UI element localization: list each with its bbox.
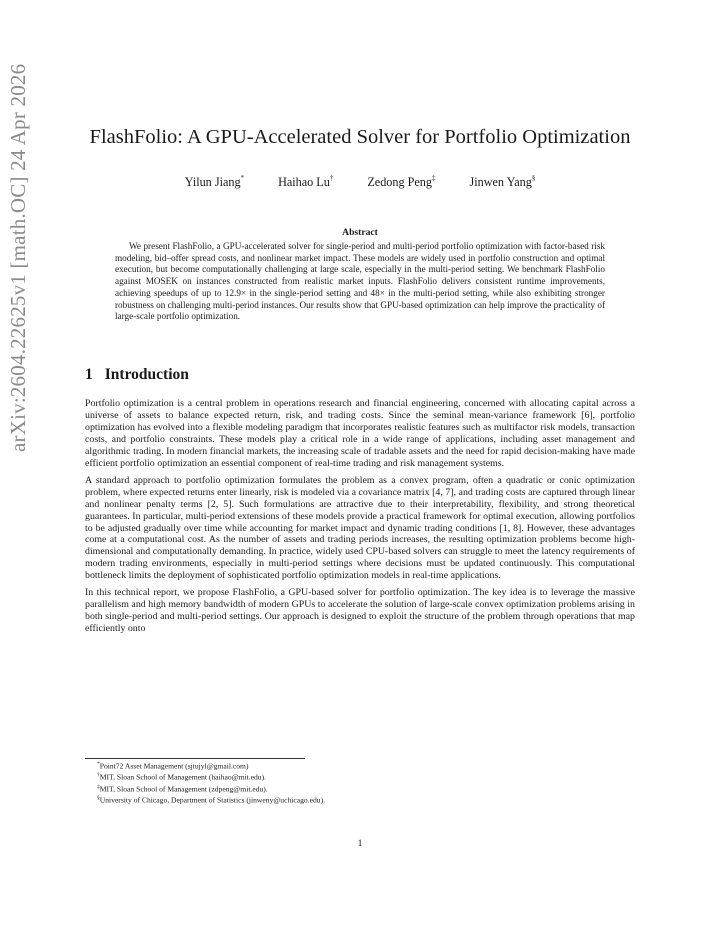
- section-body: [85, 398, 635, 640]
- abstract-heading: Abstract: [342, 227, 378, 238]
- section-heading: [85, 366, 189, 384]
- author-name: Yilun Jiang: [184, 175, 241, 190]
- author-name: Haihao Lu: [278, 175, 330, 190]
- footnotes: [97, 760, 325, 805]
- author-name: Zedong Peng: [367, 175, 432, 190]
- author: [470, 175, 536, 190]
- footnote-text: MIT, Sloan School of Management (zdpeng@mit.edu).: [99, 784, 268, 794]
- body-paragraph: A standard approach to portfolio optimization formulates the problem as a convex program, often a quadratic or conic optimization problem, where expected returns enter linearly, risk is modeled via a covariance matrix [4, 7], and trading costs are captured through linear and nonlinear penalty terms [2, 5]. Such formulations are attractive due to their interpretability, flexibility, and strong theoretical guarantees. In particular, multi-period extensions of these models provide a practical framework for optimal execution, allowing portfolios to be adjusted gradually over time while accounting for market impact and dynamic trading conditions [1, 8]. However, these advantages come at a computational cost. As the number of assets and trading periods increases, the resulting optimization problems become high-dimensional and computationally demanding. In practice, widely used CPU-based solvers can struggle to meet the latency requirements of modern trading environments, especially in multi-period settings where decisions must be updated continuously. This computational bottleneck limits the deployment of sophisticated portfolio optimization models in real-time applications.: [85, 474, 635, 582]
- section-title: Introduction: [104, 366, 189, 383]
- author: [185, 175, 244, 190]
- footnote-text: MIT, Sloan School of Management (haihao@mit.edu).: [99, 772, 267, 782]
- footnote-text: University of Chicago, Department of Statistics (jinweny@uchicago.edu).: [99, 795, 326, 805]
- footnote-text: Point72 Asset Management (sjtujyl@gmail.com): [99, 761, 249, 771]
- body-paragraph: In this technical report, we propose FlashFolio, a GPU-based solver for portfolio optimization. The key idea is to leverage the massive parallelism and high memory bandwidth of modern GPUs to accelerate the solution of large-scale convex optimization problems arising in both single-period and multi-period settings. Our approach is designed to exploit the structure of the problem through operations that map efficiently onto: [85, 587, 635, 635]
- author-mark: §: [531, 174, 536, 182]
- footnote-divider: [85, 758, 305, 759]
- author-mark: †: [329, 174, 334, 182]
- footnote-mark: *: [97, 761, 100, 767]
- page-number: 1: [357, 838, 363, 849]
- abstract-text: We present FlashFolio, a GPU-accelerated solver for single-period and multi-period portfolio optimization with factor-based risk modeling, bid–offer spread costs, and nonlinear market impact. These models are widely used in portfolio construction and optimal execution, but become computationally challenging at large scale, especially in the multi-period setting. We benchmark FlashFolio against MOSEK on instances constructed from realistic market inputs. FlashFolio delivers consistent runtime improvements, achieving speedups of up to 12.9× in the single-period setting and 48× in the multi-period setting, while also exhibiting stronger robustness on challenging multi-period instances. Our results show that GPU-based optimization can help improve the practicality of large-scale portfolio optimization.: [115, 241, 605, 322]
- arxiv-identifier-text: arXiv:2604.22625v1 [math.OC] 24 Apr 2026: [6, 63, 30, 452]
- footnote: [97, 771, 325, 782]
- author-list: [0, 175, 720, 190]
- footnote: [97, 760, 325, 771]
- body-paragraph: Portfolio optimization is a central problem in operations research and financial engineering, concerned with allocating capital across a universe of assets to balance expected return, risk, and trading costs. Since the seminal mean-variance framework [6], portfolio optimization has evolved into a flexible modeling paradigm that incorporates realistic features such as multifactor risk models, transaction costs, and portfolio constraints. These models play a critical role in a wide range of applications, including asset management and algorithmic trading. In modern financial markets, the increasing scale of tradable assets and the need for rapid decision-making have made efficient portfolio optimization an essential component of real-time trading and risk management systems.: [85, 398, 635, 469]
- author: [278, 175, 333, 190]
- footnote: [97, 783, 325, 794]
- author-mark: ‡: [432, 174, 436, 182]
- paper-title: FlashFolio: A GPU-Accelerated Solver for Portfolio Optimization: [89, 126, 631, 148]
- author: [367, 175, 435, 190]
- author-mark: *: [240, 174, 245, 182]
- footnote-mark: §: [97, 794, 100, 801]
- footnote: [97, 794, 325, 805]
- footnote-mark: ‡: [97, 783, 100, 790]
- footnote-mark: †: [97, 772, 100, 779]
- section-number: 1: [85, 366, 93, 383]
- author-name: Jinwen Yang: [469, 175, 532, 190]
